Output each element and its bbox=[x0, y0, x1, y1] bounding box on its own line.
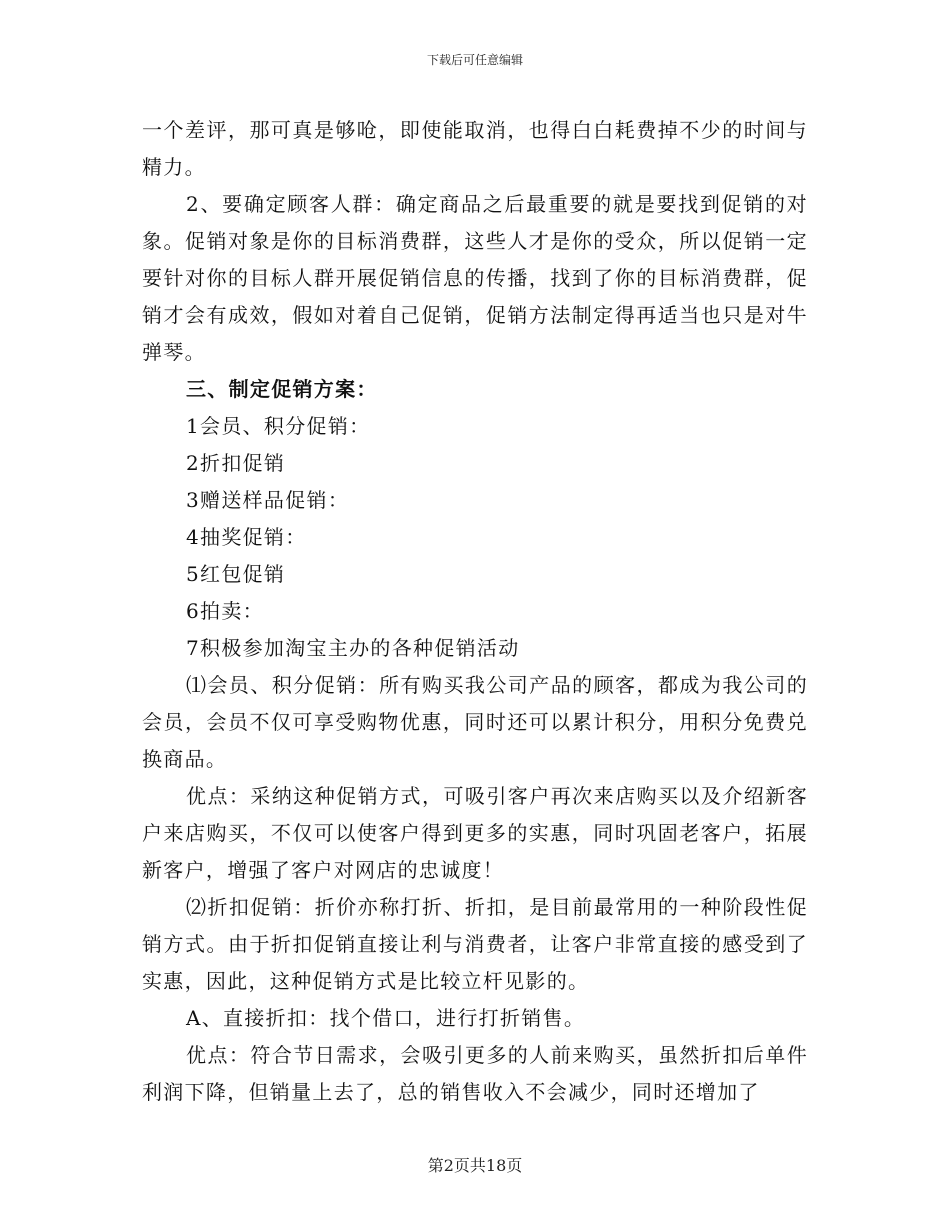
paragraph-direct-discount: A、直接折扣：找个借口，进行打折销售。 bbox=[186, 1006, 586, 1030]
list-item-free-samples: 3赠送样品促销： bbox=[186, 488, 350, 512]
paragraph-continuation: 一个差评，那可真是够呛，即使能取消，也得白白耗费掉不少的时间与精力。 bbox=[142, 118, 808, 179]
list-item-membership-points: 1会员、积分促销： bbox=[186, 414, 371, 438]
list-item-lottery: 4抽奖促销： bbox=[186, 525, 307, 549]
page-header: 下载后可任意编辑 bbox=[426, 53, 523, 67]
document-body bbox=[142, 112, 808, 1111]
list-item-auction: 6拍卖： bbox=[186, 599, 264, 623]
paragraph-discount-promotion: ⑵折扣促销：折价亦称打折、折扣，是目前最常用的一种阶段性促销方式。由于折扣促销直接让利与消费者，让客户非常直接的感受到了实惠，因此，这种促销方式是比较立杆见影的。 bbox=[142, 895, 808, 993]
paragraph-customer-group: 2、要确定顾客人群：确定商品之后最重要的就是要找到促销的对象。促销对象是你的目标消费群，这些人才是你的受众，所以促销一定要针对你的目标人群开展促销信息的传播，找到了你的目标消费群，促销才会有成效，假如对着自己促销，促销方法制定得再适当也只是对牛弹琴。 bbox=[142, 192, 808, 364]
page-number: 第2页共18页 bbox=[427, 1156, 523, 1175]
paragraph-membership-points: ⑴会员、积分促销：所有购买我公司产品的顾客，都成为我公司的会员，会员不仅可享受购物优惠，同时还可以累计积分，用积分免费兑换商品。 bbox=[142, 673, 808, 771]
paragraph-direct-discount-advantages: 优点：符合节日需求，会吸引更多的人前来购买，虽然折扣后单件利润下降，但销量上去了，总的销售收入不会减少，同时还增加了 bbox=[142, 1043, 808, 1104]
list-item-taobao-activities: 7积极参加淘宝主办的各种促销活动 bbox=[186, 636, 520, 660]
list-item-red-packet: 5红包促销 bbox=[186, 562, 286, 586]
section-heading-promotion-plan: 三、制定促销方案： bbox=[186, 377, 378, 401]
list-item-discount: 2折扣促销 bbox=[186, 451, 286, 475]
paragraph-membership-advantages: 优点：采纳这种促销方式，可吸引客户再次来店购买以及介绍新客户来店购买，不仅可以使客户得到更多的实惠，同时巩固老客户，拓展新客户，增强了客户对网店的忠诚度！ bbox=[142, 784, 808, 882]
